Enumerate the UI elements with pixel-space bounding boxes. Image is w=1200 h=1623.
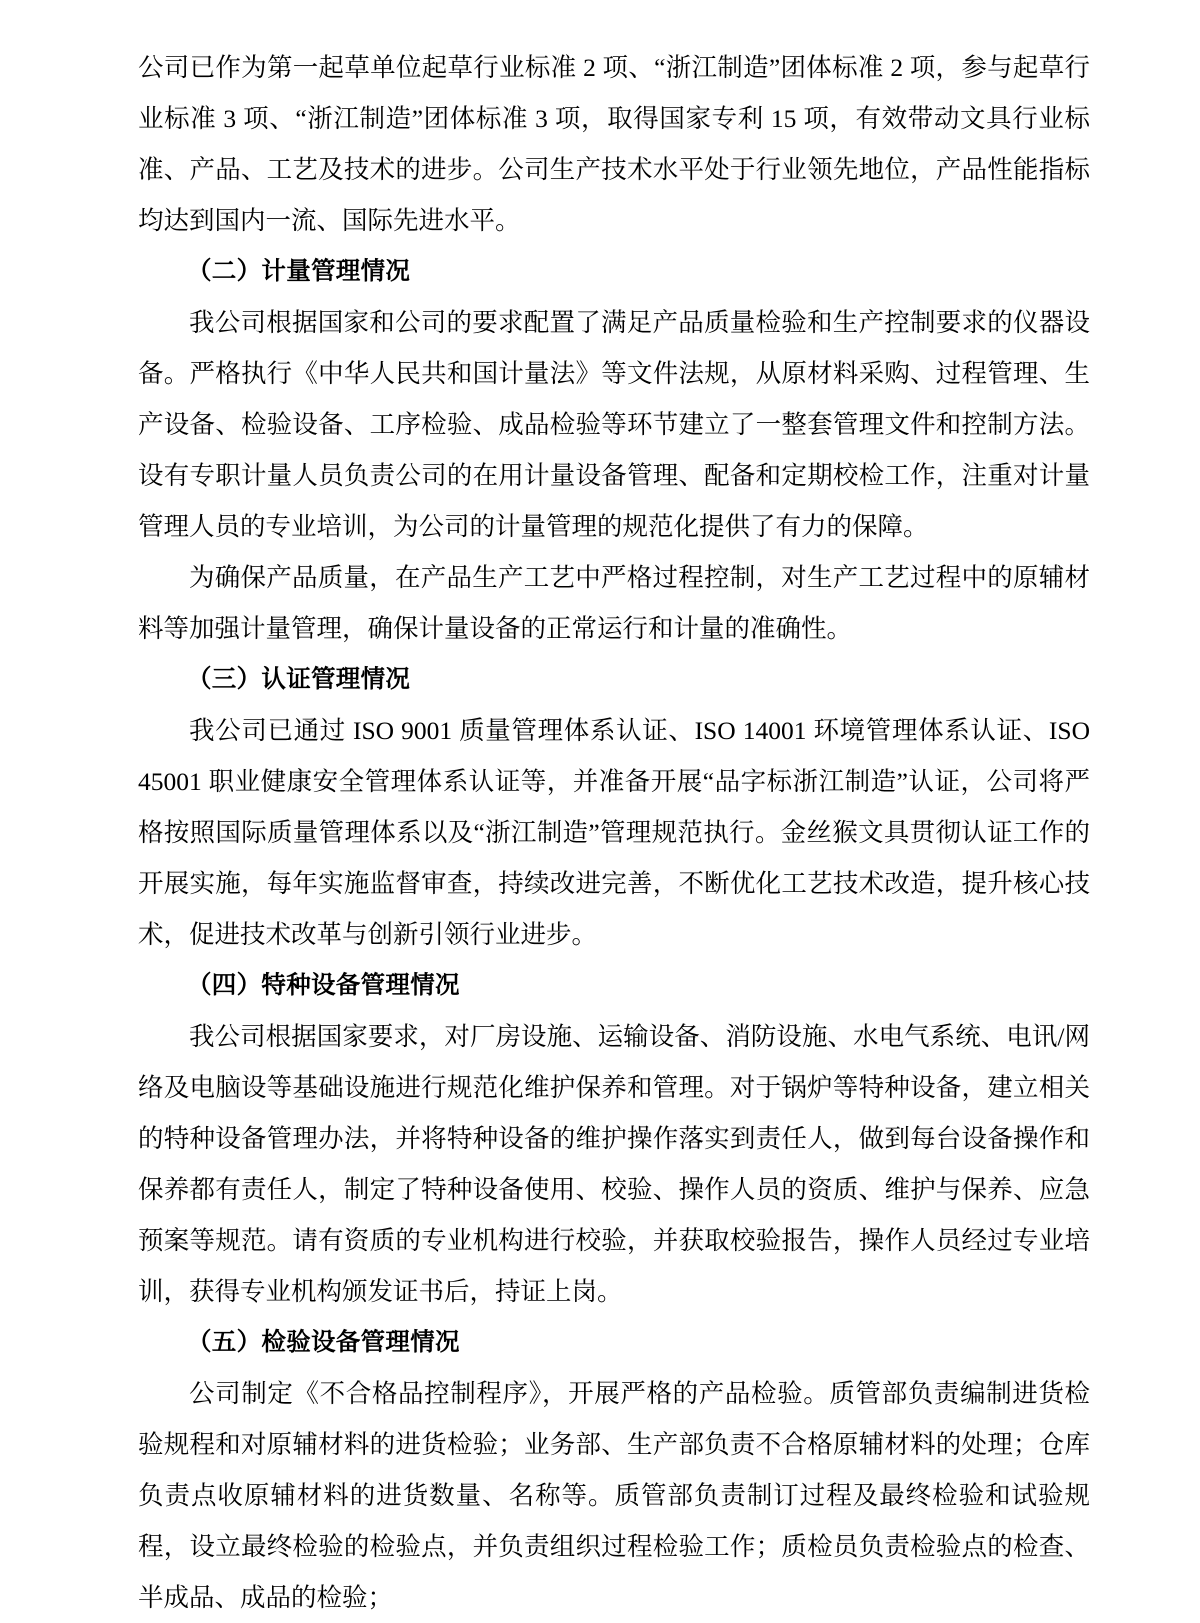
- section-heading-2: （二）计量管理情况: [187, 258, 411, 285]
- paragraph-special-equipment: 我公司根据国家要求，对厂房设施、运输设备、消防设施、水电气系统、电讯/网络及电脑设等基础设施进行规范化维护保养和管理。对于锅炉等特种设备，建立相关的特种设备管理办法，并将特种设备的维护操作落实到责任人，做到每台设备操作和保养都有责任人，制定了特种设备使用、校验、操作人员的资质、维护与保养、应急预案等规范。请有资质的专业机构进行校验，并获取校验报告，操作人员经过专业培训，获得专业机构颁发证书后，持证上岗。: [138, 1022, 1090, 1306]
- section-heading-3: （三）认证管理情况: [187, 666, 411, 693]
- section-heading-4: （四）特种设备管理情况: [187, 972, 460, 999]
- paragraph-intro: 公司已作为第一起草单位起草行业标准 2 项、“浙江制造”团体标准 2 项，参与起草行业标准 3 项、“浙江制造”团体标准 3 项，取得国家专利 15 项，有效带动文具行业标准、产品、工艺及技术的进步。公司生产技术水平处于行业领先地位，产品性能指标均达到国内一流、国际先进水平。: [138, 53, 1090, 235]
- paragraph-metrology-1: 我公司根据国家和公司的要求配置了满足产品质量检验和生产控制要求的仪器设备。严格执行《中华人民共和国计量法》等文件法规，从原材料采购、过程管理、生产设备、检验设备、工序检验、成品检验等环节建立了一整套管理文件和控制方法。设有专职计量人员负责公司的在用计量设备管理、配备和定期校检工作，注重对计量管理人员的专业培训，为公司的计量管理的规范化提供了有力的保障。: [138, 308, 1090, 541]
- paragraph-certification: 我公司已通过 ISO 9001 质量管理体系认证、ISO 14001 环境管理体系认证、ISO 45001 职业健康安全管理体系认证等，并准备开展“品字标浙江制造”认证，公司将严格按照国际质量管理体系以及“浙江制造”管理规范执行。金丝猴文具贯彻认证工作的开展实施，每年实施监督审查，持续改进完善，不断优化工艺技术改造，提升核心技术，促进技术改革与创新引领行业进步。: [138, 716, 1090, 949]
- paragraph-metrology-2: 为确保产品质量，在产品生产工艺中严格过程控制，对生产工艺过程中的原辅材料等加强计量管理，确保计量设备的正常运行和计量的准确性。: [138, 563, 1090, 643]
- paragraph-inspection-equipment: 公司制定《不合格品控制程序》，开展严格的产品检验。质管部负责编制进货检验规程和对原辅材料的进货检验；业务部、生产部负责不合格原辅材料的处理；仓库负责点收原辅材料的进货数量、名称等。质管部负责制订过程及最终检验和试验规程，设立最终检验的检验点，并负责组织过程检验工作；质检员负责检验点的检查、半成品、成品的检验；: [138, 1379, 1090, 1612]
- section-heading-5: （五）检验设备管理情况: [187, 1329, 460, 1356]
- document-body: [138, 42, 1090, 1623]
